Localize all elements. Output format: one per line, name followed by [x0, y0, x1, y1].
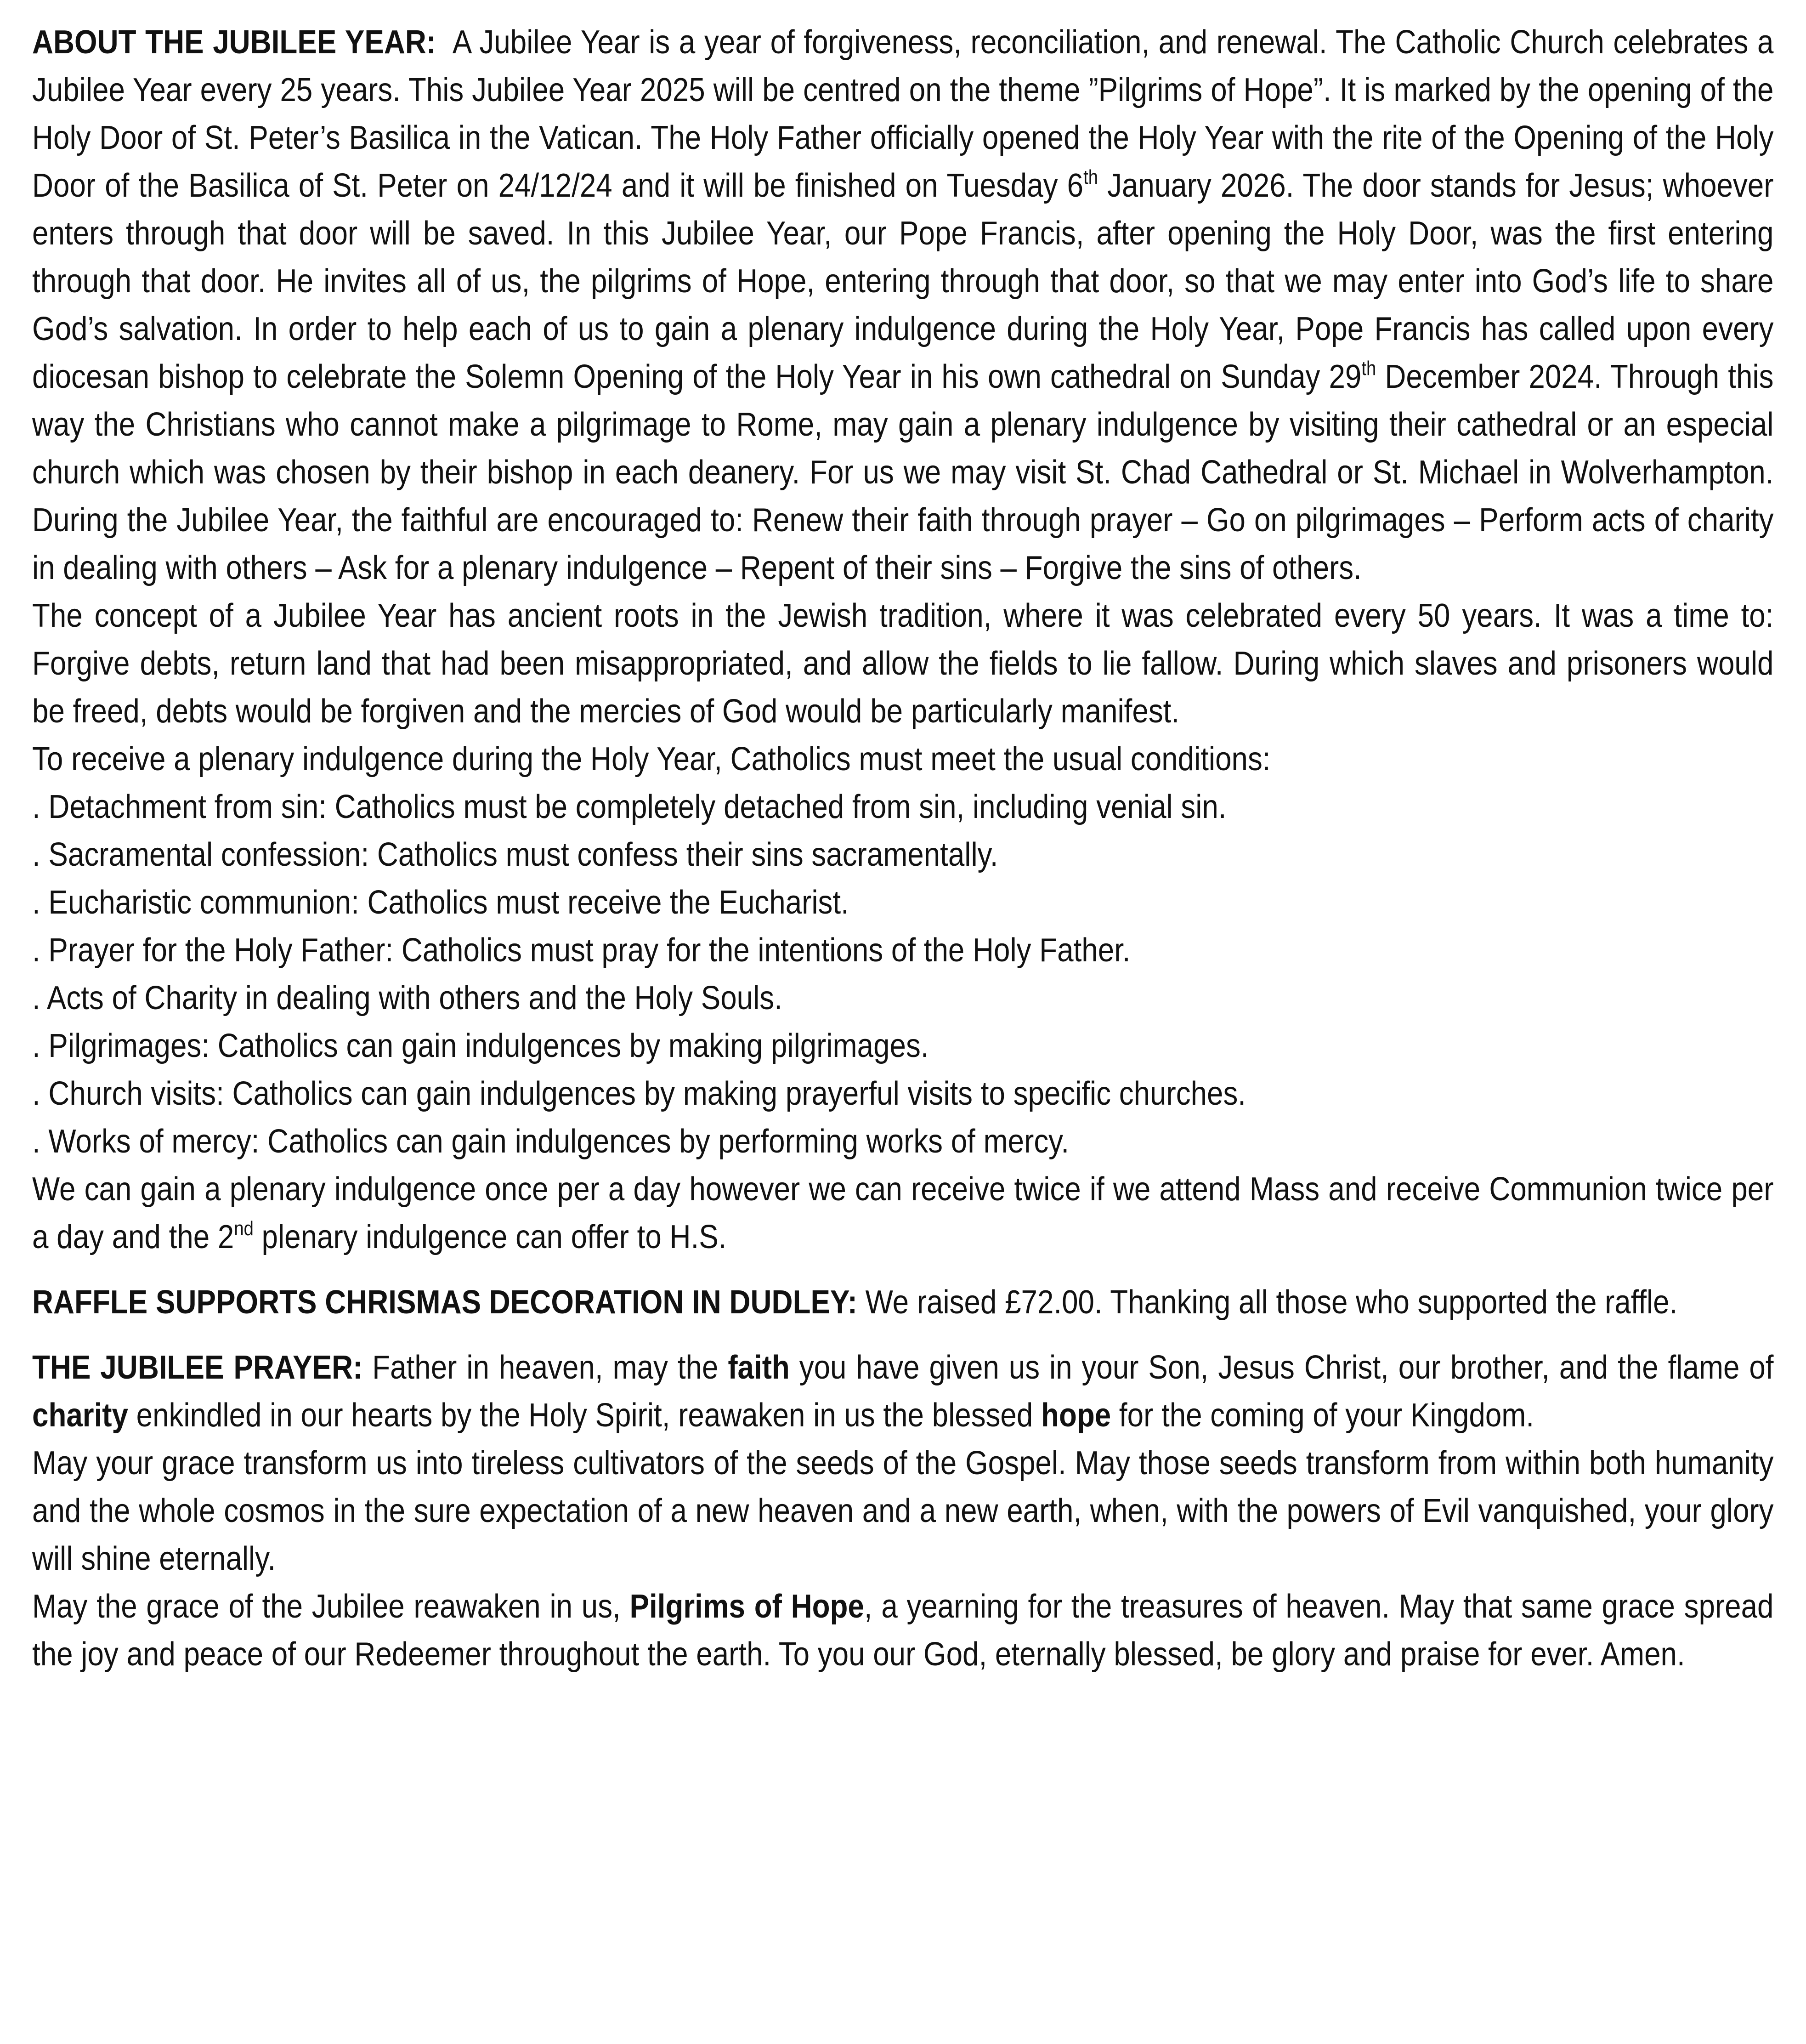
frequency-text-part-2: plenary indulgence can offer to H.S. [253, 1219, 727, 1255]
prayer-section [32, 1344, 1773, 1678]
prayer-text: May the grace of the Jubilee reawaken in us, [32, 1588, 630, 1625]
jubilee-intro-paragraph [32, 18, 1773, 592]
superscript-nd: nd [234, 1217, 254, 1240]
prayer-paragraph-1 [32, 1344, 1773, 1439]
raffle-paragraph [32, 1278, 1773, 1326]
jubilee-history-paragraph: The concept of a Jubilee Year has ancient roots in the Jewish tradition, where it was celebrated every 50 years. It was a time to: Forgive debts, return land that had been misappropriated, and allow the fields to lie fallow. During which slaves and prisoners would be freed, debts would be forgiven and the mercies of God would be particularly manifest. [32, 597, 1774, 730]
emphasis-faith: faith [728, 1349, 790, 1386]
conditions-list [32, 783, 1773, 1165]
superscript-th: th [1083, 166, 1098, 188]
prayer-text: enkindled in our hearts by the Holy Spirit, reawaken in us the blessed [128, 1397, 1042, 1434]
raffle-section [32, 1278, 1773, 1326]
prayer-paragraph-2: May your grace transform us into tireless cultivators of the seeds of the Gospel. May those seeds transform from within both humanity and the whole cosmos in the sure expectation of a new heaven and a new earth, when, with the powers of Evil vanquished, your glory will shine eternally. [32, 1445, 1774, 1577]
list-item: . Detachment from sin: Catholics must be completely detached from sin, including venial sin. [32, 789, 1227, 825]
jubilee-text-part-3: December 2024. Through this way the Christians who cannot make a pilgrimage to Rome, may gain a plenary indulgence by visiting their cathedral or an especial church which was chosen by their bishop in each deanery. For us we may visit St. Chad Cathedral or St. Michael in Wolverhampton. During the Jubilee Year, the faithful are encouraged to: Renew their faith through prayer – Go on pilgrimages – Perform acts of charity in dealing with others – Ask for a plenary indulgence – Repent of their sins – Forgive the sins of others. [32, 358, 1774, 586]
list-item: . Pilgrimages: Catholics can gain indulgences by making pilgrimages. [32, 1028, 929, 1064]
section-spacer [32, 1261, 1773, 1278]
jubilee-heading: ABOUT THE JUBILEE YEAR: [32, 24, 436, 61]
prayer-text: you have given us in your Son, Jesus Christ, our brother, and the flame of [789, 1349, 1774, 1386]
indulgence-conditions-intro: To receive a plenary indulgence during the Holy Year, Catholics must meet the usual conditions: [32, 741, 1271, 778]
prayer-paragraph-3 [32, 1583, 1773, 1678]
list-item: . Prayer for the Holy Father: Catholics must pray for the intentions of the Holy Father. [32, 932, 1131, 969]
raffle-text: We raised £72.00. Thanking all those who supported the raffle. [857, 1284, 1678, 1321]
prayer-heading: THE JUBILEE PRAYER: [32, 1349, 363, 1386]
list-item: . Eucharistic communion: Catholics must receive the Eucharist. [32, 884, 849, 921]
jubilee-section [32, 18, 1773, 1261]
jubilee-text-part-2: January 2026. The door stands for Jesus; whoever enters through that door will be saved. In this Jubilee Year, our Pope Francis, after opening the Holy Door, was the first entering through that door. He invites all of us, the pilgrims of Hope, entering through that door, so that we may enter into God’s life to share God’s salvation. In order to help each of us to gain a plenary indulgence during the Holy Year, Pope Francis has called upon every diocesan bishop to celebrate the Solemn Opening of the Holy Year in his own cathedral on Sunday 29 [32, 167, 1774, 395]
raffle-heading: RAFFLE SUPPORTS CHRISMAS DECORATION IN DUDLEY: [32, 1284, 857, 1321]
indulgence-frequency-paragraph [32, 1165, 1773, 1261]
frequency-text-part-1: We can gain a plenary indulgence once per a day however we can receive twice if we attend Mass and receive Communion twice per a day and the 2 [32, 1171, 1774, 1255]
section-spacer [32, 1326, 1773, 1344]
prayer-text: for the coming of your Kingdom. [1111, 1397, 1534, 1434]
emphasis-hope: hope [1041, 1397, 1111, 1434]
list-item: . Acts of Charity in dealing with others and the Holy Souls. [32, 980, 782, 1016]
prayer-text: Father in heaven, may the [362, 1349, 728, 1386]
list-item: . Church visits: Catholics can gain indulgences by making prayerful visits to specific churches. [32, 1075, 1246, 1112]
superscript-th: th [1361, 357, 1376, 380]
list-item: . Sacramental confession: Catholics must confess their sins sacramentally. [32, 836, 998, 873]
newsletter-page [32, 18, 1773, 1678]
list-item: . Works of mercy: Catholics can gain indulgences by performing works of mercy. [32, 1123, 1070, 1160]
prayer-text: , a yearning for the treasures of heaven. May that same grace spread the joy and peace of our Redeemer throughout the earth. To you our God, eternally blessed, be glory and praise for ever. Amen. [32, 1588, 1774, 1673]
jubilee-text-part-1: A Jubilee Year is a year of forgiveness, reconciliation, and renewal. The Catholic Church celebrates a Jubilee Year every 25 years. This Jubilee Year 2025 will be centred on the theme ”Pilgrims of Hope”. It is marked by the opening of the Holy Door of St. Peter’s Basilica in the Vatican. The Holy Father officially opened the Holy Year with the rite of the Opening of the Holy Door of the Basilica of St. Peter on 24/12/24 and it will be finished on Tuesday 6 [32, 24, 1774, 204]
emphasis-pilgrims-of-hope: Pilgrims of Hope [629, 1588, 864, 1625]
emphasis-charity: charity [32, 1397, 128, 1434]
